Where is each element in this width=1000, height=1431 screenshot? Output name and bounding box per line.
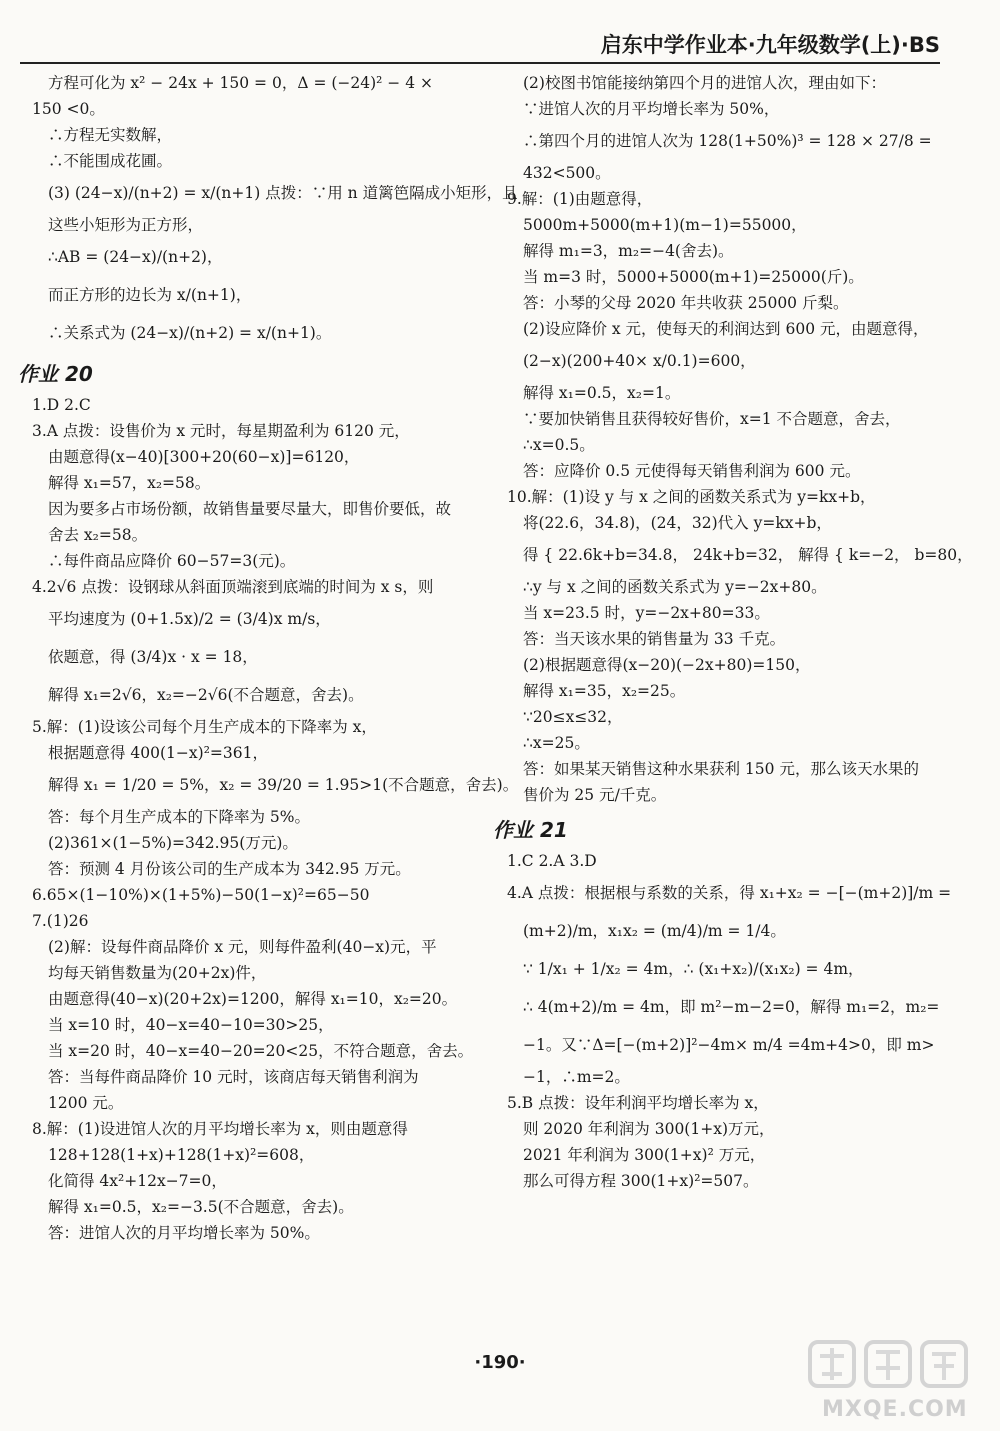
text-line: (m+2)/m，x₁x₂ = (m/4)/m = 1/4。 <box>523 922 786 940</box>
text-line: 根据题意得 400(1−x)²=361， <box>48 744 268 762</box>
text-line: −1。又∵Δ=[−(m+2)]²−4m× m/4 =4m+4>0，即 m> <box>523 1036 935 1054</box>
left-column <box>18 70 519 1246</box>
text-line: 答：如果某天销售这种水果获利 150 元，那么该天水果的 <box>523 760 919 778</box>
text-line: 4.2√6 点拨：设钢球从斜面顶端滚到底端的时间为 x s，则 <box>32 578 434 596</box>
text-line: 那么可得方程 300(1+x)²=507。 <box>523 1172 759 1190</box>
text-line: 售价为 25 元/千克。 <box>523 786 667 804</box>
text-line: 5.解：(1)设该公司每个月生产成本的下降率为 x， <box>32 718 377 736</box>
text-line: ∴方程无实数解， <box>48 126 173 144</box>
text-line: 6.65×(1−10%)×(1+5%)−50(1−x)²=65−50 <box>32 886 370 904</box>
text-line: 1.D 2.C <box>32 396 91 414</box>
text-line: 将(22.6，34.8)，(24，32)代入 y=kx+b， <box>523 514 832 532</box>
text-line: ∴AB = (24−x)/(n+2)， <box>48 248 223 266</box>
right-column <box>493 70 973 1194</box>
text-line: 舍去 x₂=58。 <box>48 526 148 544</box>
section-heading: 作业 20 <box>18 362 93 386</box>
text-line: 依题意，得 (3/4)x · x = 18， <box>48 648 258 666</box>
text-line: 这些小矩形为正方形， <box>48 216 204 234</box>
text-line: 150 <0。 <box>32 100 105 118</box>
text-line: 解得 x₁=35，x₂=25。 <box>523 682 686 700</box>
watermark-text: MXQE.COM <box>822 1397 968 1422</box>
text-line: 解得 m₁=3，m₂=−4(舍去)。 <box>523 242 734 260</box>
text-line: 答：预测 4 月份该公司的生产成本为 342.95 万元。 <box>48 860 411 878</box>
text-line: (3) (24−x)/(n+2) = x/(n+1) 点拨：∵用 n 道篱笆隔成小矩形，且 <box>48 184 518 202</box>
text-line: 答：小琴的父母 2020 年共收获 25000 斤梨。 <box>523 294 849 312</box>
page-header <box>20 30 940 60</box>
text-line: ∴关系式为 (24−x)/(n+2) = x/(n+1)。 <box>48 324 332 342</box>
text-line: ∴ 4(m+2)/m = 4m，即 m²−m−2=0，解得 m₁=2，m₂= <box>523 998 940 1016</box>
page-number: ·190· <box>474 1352 526 1373</box>
text-line: 均每天销售数量为(20+2x)件， <box>48 964 267 982</box>
text-line: ∵要加快销售且获得较好售价，x=1 不合题意，舍去， <box>523 410 901 428</box>
text-line: 当 x=10 时，40−x=40−10=30>25， <box>48 1016 334 1034</box>
text-line: ∴x=0.5。 <box>523 436 595 454</box>
text-line: 平均速度为 (0+1.5x)/2 = (3/4)x m/s， <box>48 610 331 628</box>
text-line: −1，∴m=2。 <box>523 1068 630 1086</box>
text-line: ∴y 与 x 之间的函数关系式为 y=−2x+80。 <box>523 578 827 596</box>
text-line: ∴每件商品应降价 60−57=3(元)。 <box>48 552 296 570</box>
text-line: 答：应降价 0.5 元使得每天销售利润为 600 元。 <box>523 462 861 480</box>
text-line: 7.(1)26 <box>32 912 89 930</box>
text-line: 1200 元。 <box>48 1094 124 1112</box>
text-line: 10.解：(1)设 y 与 x 之间的函数关系式为 y=kx+b， <box>507 488 876 506</box>
section-heading: 作业 21 <box>493 818 568 842</box>
text-line: (2)设应降价 x 元，使每天的利润达到 600 元，由题意得， <box>523 320 929 338</box>
text-line: ∵20≤x≤32， <box>523 708 623 726</box>
text-line: 2021 年利润为 300(1+x)² 万元， <box>523 1146 766 1164</box>
text-line: 解得 x₁=2√6，x₂=−2√6(不合题意，舍去)。 <box>48 686 364 704</box>
text-line: (2)361×(1−5%)=342.95(万元)。 <box>48 834 298 852</box>
text-line: 当 m=3 时，5000+5000(m+1)=25000(斤)。 <box>523 268 864 286</box>
text-line: 因为要多占市场份额，故销售量要尽量大，即售价要低，故 <box>48 500 452 518</box>
text-line: 5.B 点拨：设年利润平均增长率为 x， <box>507 1094 769 1112</box>
text-line: 答：当天该水果的销售量为 33 千克。 <box>523 630 786 648</box>
text-line: 当 x=23.5 时，y=−2x+80=33。 <box>523 604 770 622</box>
text-line: 而正方形的边长为 x/(n+1)， <box>48 286 252 304</box>
text-line: 1.C 2.A 3.D <box>507 852 597 870</box>
text-line: 3.A 点拨：设售价为 x 元时，每星期盈利为 6120 元， <box>32 422 410 440</box>
text-line: 答：当每件商品降价 10 元时，该商店每天销售利润为 <box>48 1068 419 1086</box>
text-line: 则 2020 年利润为 300(1+x)万元， <box>523 1120 775 1138</box>
text-line: 由题意得(x−40)[300+20(60−x)]=6120， <box>48 448 360 466</box>
text-line: ∴x=25。 <box>523 734 590 752</box>
text-line: 答：每个月生产成本的下降率为 5%。 <box>48 808 311 826</box>
text-line: 解得 x₁=0.5，x₂=−3.5(不合题意，舍去)。 <box>48 1198 354 1216</box>
text-line: 5000m+5000(m+1)(m−1)=55000， <box>523 216 807 234</box>
text-line: 4.A 点拨：根据根与系数的关系，得 x₁+x₂ = −[−(m+2)]/m = <box>507 884 952 902</box>
text-line: 答：进馆人次的月平均增长率为 50%。 <box>48 1224 320 1242</box>
header-title: 启东中学作业本·九年级数学(上)·BS <box>600 33 940 57</box>
text-line: (2)校图书馆能接纳第四个月的进馆人次，理由如下： <box>523 74 886 92</box>
text-line: ∵ 1/x₁ + 1/x₂ = 4m，∴ (x₁+x₂)/(x₁x₂) = 4m， <box>523 960 864 978</box>
text-line: 当 x=20 时，40−x=40−20=20<25，不符合题意，舍去。 <box>48 1042 474 1060</box>
text-line: 128+128(1+x)+128(1+x)²=608， <box>48 1146 315 1164</box>
text-line: 8.解：(1)设进馆人次的月平均增长率为 x，则由题意得 <box>32 1120 408 1138</box>
text-line: 得 { 22.6k+b=34.8， 24k+b=32， 解得 { k=−2， b=80， <box>523 546 973 564</box>
text-line: 化简得 4x²+12x−7=0， <box>48 1172 227 1190</box>
text-line: ∴不能围成花圃。 <box>48 152 173 170</box>
text-line: 方程可化为 x² − 24x + 150 = 0，Δ = (−24)² − 4 × <box>48 74 433 92</box>
header-divider <box>20 62 940 64</box>
text-line: (2)根据题意得(x−20)(−2x+80)=150， <box>523 656 811 674</box>
text-line: 9.解：(1)由题意得， <box>507 190 653 208</box>
text-line: 解得 x₁=57，x₂=58。 <box>48 474 211 492</box>
text-line: 由题意得(40−x)(20+2x)=1200，解得 x₁=10，x₂=20。 <box>48 990 458 1008</box>
text-line: 解得 x₁ = 1/20 = 5%，x₂ = 39/20 = 1.95>1(不合题意，舍去)。 <box>48 776 519 794</box>
text-line: 432<500。 <box>523 164 611 182</box>
text-line: (2)解：设每件商品降价 x 元，则每件盈利(40−x)元，平 <box>48 938 437 956</box>
text-line: 解得 x₁=0.5，x₂=1。 <box>523 384 681 402</box>
text-line: ∴第四个月的进馆人次为 128(1+50%)³ = 128 × 27/8 = <box>523 132 932 150</box>
text-line: (2−x)(200+40× x/0.1)=600， <box>523 352 756 370</box>
text-line: ∵进馆人次的月平均增长率为 50%， <box>523 100 780 118</box>
